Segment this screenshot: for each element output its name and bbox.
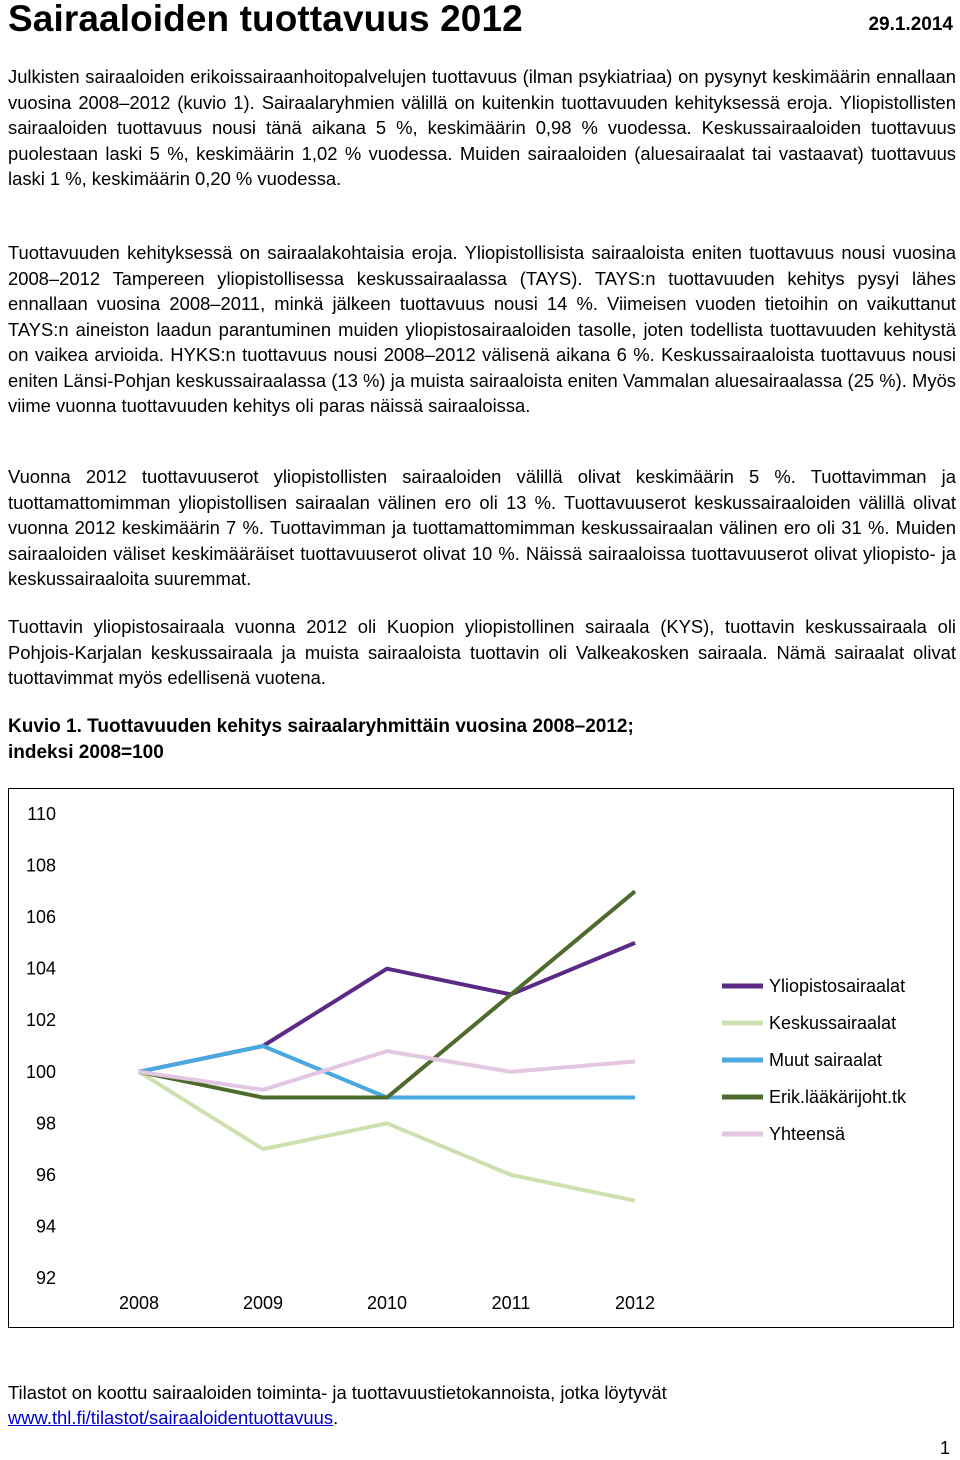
publication-date: 29.1.2014 xyxy=(868,14,953,35)
x-axis-ticks xyxy=(119,1293,655,1313)
y-tick-label: 104 xyxy=(25,958,56,979)
figure-caption xyxy=(8,714,956,766)
legend-label: Muut sairaalat xyxy=(769,1050,883,1070)
y-tick-label: 110 xyxy=(27,804,56,824)
chart-legend xyxy=(722,976,907,1144)
y-tick-label: 100 xyxy=(25,1061,56,1082)
x-tick-label: 2009 xyxy=(242,1293,284,1313)
chart-frame xyxy=(8,788,954,1328)
paragraph-most-productive: Tuottavin yliopistosairaala vuonna 2012 oli Kuopion yliopistollinen sairaala (KYS), tuottavin keskussairaala oli Pohjois-Karjalan keskussairaala ja muista sairaaloista tuottavin oli Valkeakosken sairaala. Nämä sairaalat olivat tuottavimmat myös edellisenä vuotena. xyxy=(8,616,956,688)
paragraph-hospital-differences: Tuottavuuden kehityksessä on sairaalakohtaisia eroja. Yliopistollisista sairaaloista eniten tuottavuus nousi vuosina 2008–2012 Tampereen yliopistollisessa keskussairaalassa (TAYS). TAYS:n tuottavuuden kehitys pysyi lähes ennallaan vuosina 2008–2011, minkä jälkeen tuottavuus nousi 14 %. Viimeisen vuoden tietoihin on vaikuttanut TAYS:n aineiston laadun parantuminen muiden yliopistosairaaloiden tasolle, joten todellista tuottavuuden kehitystä on vaikea arvioida. HYKS:n tuottavuus nousi 2008–2012 välisenä aikana 6 %. Keskussairaaloista tuottavuus nousi eniten Länsi-Pohjan keskussairaalassa (13 %) ja muista sairaaloista eniten Vammalan aluesairaalassa (25 %). Myös viime vuonna tuottavuuden kehitys oli paras näissä sairaaloissa. xyxy=(8,242,956,416)
y-axis-ticks xyxy=(26,804,56,1288)
x-tick-label: 2008 xyxy=(118,1293,160,1313)
series-line-2 xyxy=(139,1072,635,1201)
legend-label: Erik.lääkärijoht.tk xyxy=(769,1087,907,1107)
series-line-3 xyxy=(139,1046,635,1098)
y-tick-label: 94 xyxy=(35,1216,56,1237)
y-tick-label: 106 xyxy=(25,907,56,928)
page-title: Sairaaloiden tuottavuus 2012 xyxy=(8,0,523,39)
figure-caption-line2: indeksi 2008=100 xyxy=(8,742,164,763)
line-chart xyxy=(9,789,955,1329)
footnote xyxy=(8,1380,956,1430)
figure-caption-line1: Kuvio 1. Tuottavuuden kehitys sairaalaryhmittäin vuosina 2008–2012; xyxy=(8,716,634,737)
series-lines xyxy=(139,891,635,1200)
y-tick-label: 108 xyxy=(25,855,56,876)
paragraph-summary: Julkisten sairaaloiden erikoissairaanhoitopalvelujen tuottavuus (ilman psykiatriaa) on pysynyt keskimäärin ennallaan vuosina 2008–2012 (kuvio 1). Sairaalaryhmien välillä on kuitenkin tuottavuuden kehityksessä eroja. Yliopistollisten sairaaloiden tuottavuus nousi tänä aikana 5 %, keskimäärin 0,98 % vuodessa. Keskussairaaloiden tuottavuus puolestaan laski 5 %, keskimäärin 1,02 % vuodessa. Muiden sairaaloiden (aluesairaalat tai vastaavat) tuottavuus laski 1 %, keskimäärin 0,20 % vuodessa. xyxy=(8,66,956,189)
page-number: 1 xyxy=(939,1438,950,1458)
footnote-period: . xyxy=(333,1407,339,1428)
x-tick-label: 2012 xyxy=(614,1293,656,1313)
y-tick-label: 92 xyxy=(35,1268,56,1288)
footnote-text: Tilastot on koottu sairaaloiden toiminta- ja tuottavuustietokannoista, jotka löytyvät xyxy=(8,1382,667,1403)
legend-label: Keskussairaalat xyxy=(769,1013,897,1033)
statistics-link[interactable]: www.thl.fi/tilastot/sairaaloidentuottavuus xyxy=(8,1407,334,1428)
legend-label: Yliopistosairaalat xyxy=(769,976,906,996)
y-tick-label: 96 xyxy=(35,1164,56,1185)
x-tick-label: 2010 xyxy=(366,1293,408,1313)
y-tick-label: 102 xyxy=(25,1010,56,1031)
y-tick-label: 98 xyxy=(35,1113,56,1134)
paragraph-productivity-gaps: Vuonna 2012 tuottavuuserot yliopistollisten sairaaloiden välillä olivat keskimäärin 5 %. Tuottavimman ja tuottamattomimman yliopistollisen sairaalan välinen ero oli 13 %. Tuottavuuserot keskussairaaloiden välillä olivat vuonna 2012 keskimäärin 7 %. Tuottavimman ja tuottamattomimman keskussairaalan välinen ero oli 31 %. Muiden sairaaloiden väliset keskimääräiset tuottavuuserot olivat 10 %. Näissä sairaaloissa tuottavuuserot olivat yliopisto- ja keskussairaaloita suuremmat. xyxy=(8,466,956,589)
legend-label: Yhteensä xyxy=(769,1124,846,1144)
x-tick-label: 2011 xyxy=(491,1293,531,1313)
